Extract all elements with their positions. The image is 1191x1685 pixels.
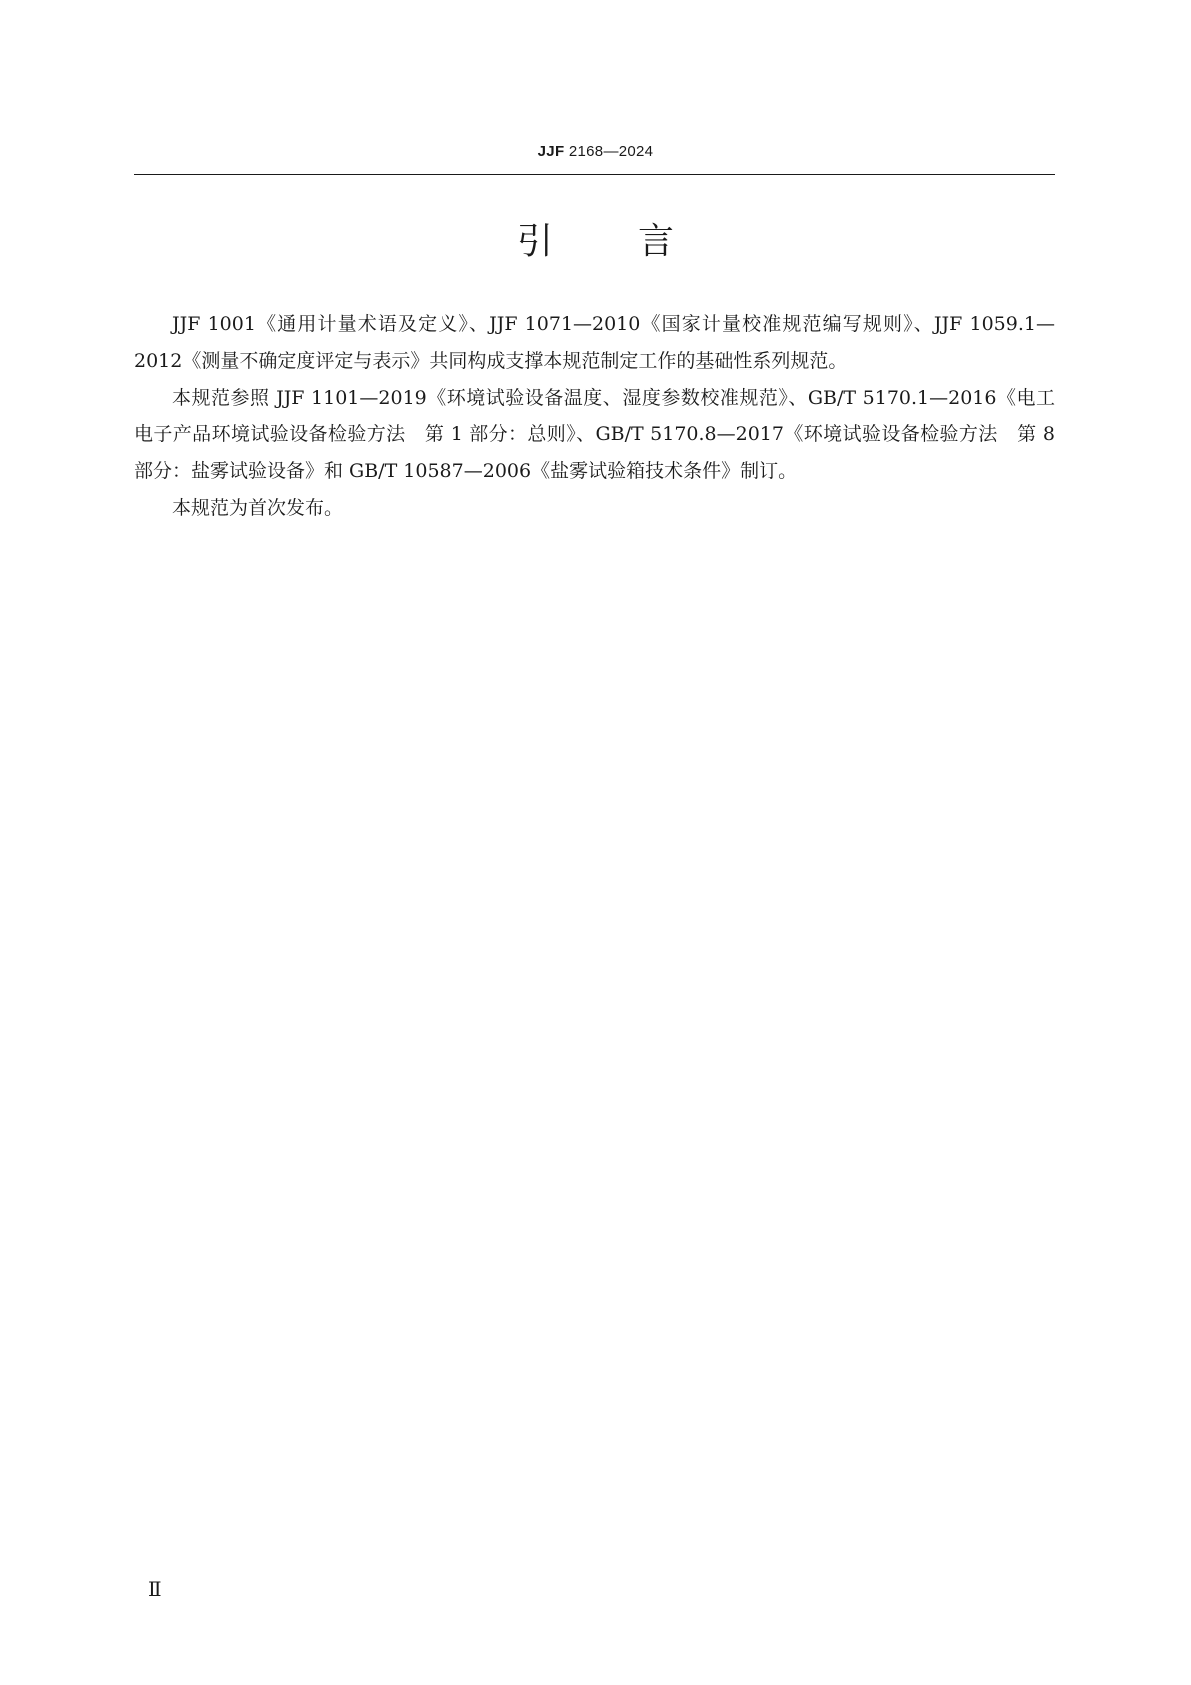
header-rule [134,174,1055,175]
page-title-char-1: 引 [516,221,553,262]
paragraph-3: 本规范为首次发布。 [172,496,344,519]
page-header [0,143,1191,161]
paragraph-1: JJF 1001《通用计量术语及定义》、JJF 1071—2010《国家计量校准规范编写规则》、JJF 1059.1—2012《测量不确定度评定与表示》共同构成支撑本规范制定工作的基础性系列规范。 [134,313,1055,372]
page-title-char-2: 言 [638,221,675,262]
page-number: Ⅱ [148,1579,162,1601]
standard-code-prefix: JJF [537,143,565,160]
body-text [134,306,1055,527]
standard-code-number: 2168—2024 [568,143,654,160]
paragraph-2: 本规范参照 JJF 1101—2019《环境试验设备温度、湿度参数校准规范》、GB/T 5170.1—2016《电工电子产品环境试验设备检验方法 第 1 部分：总则》、GB/T 5170.8—2017《环境试验设备检验方法 第 8 部分：盐雾试验设备》和 GB/T 10587—2006《盐雾试验箱技术条件》制订。 [134,386,1055,483]
page-title [0,219,1191,265]
